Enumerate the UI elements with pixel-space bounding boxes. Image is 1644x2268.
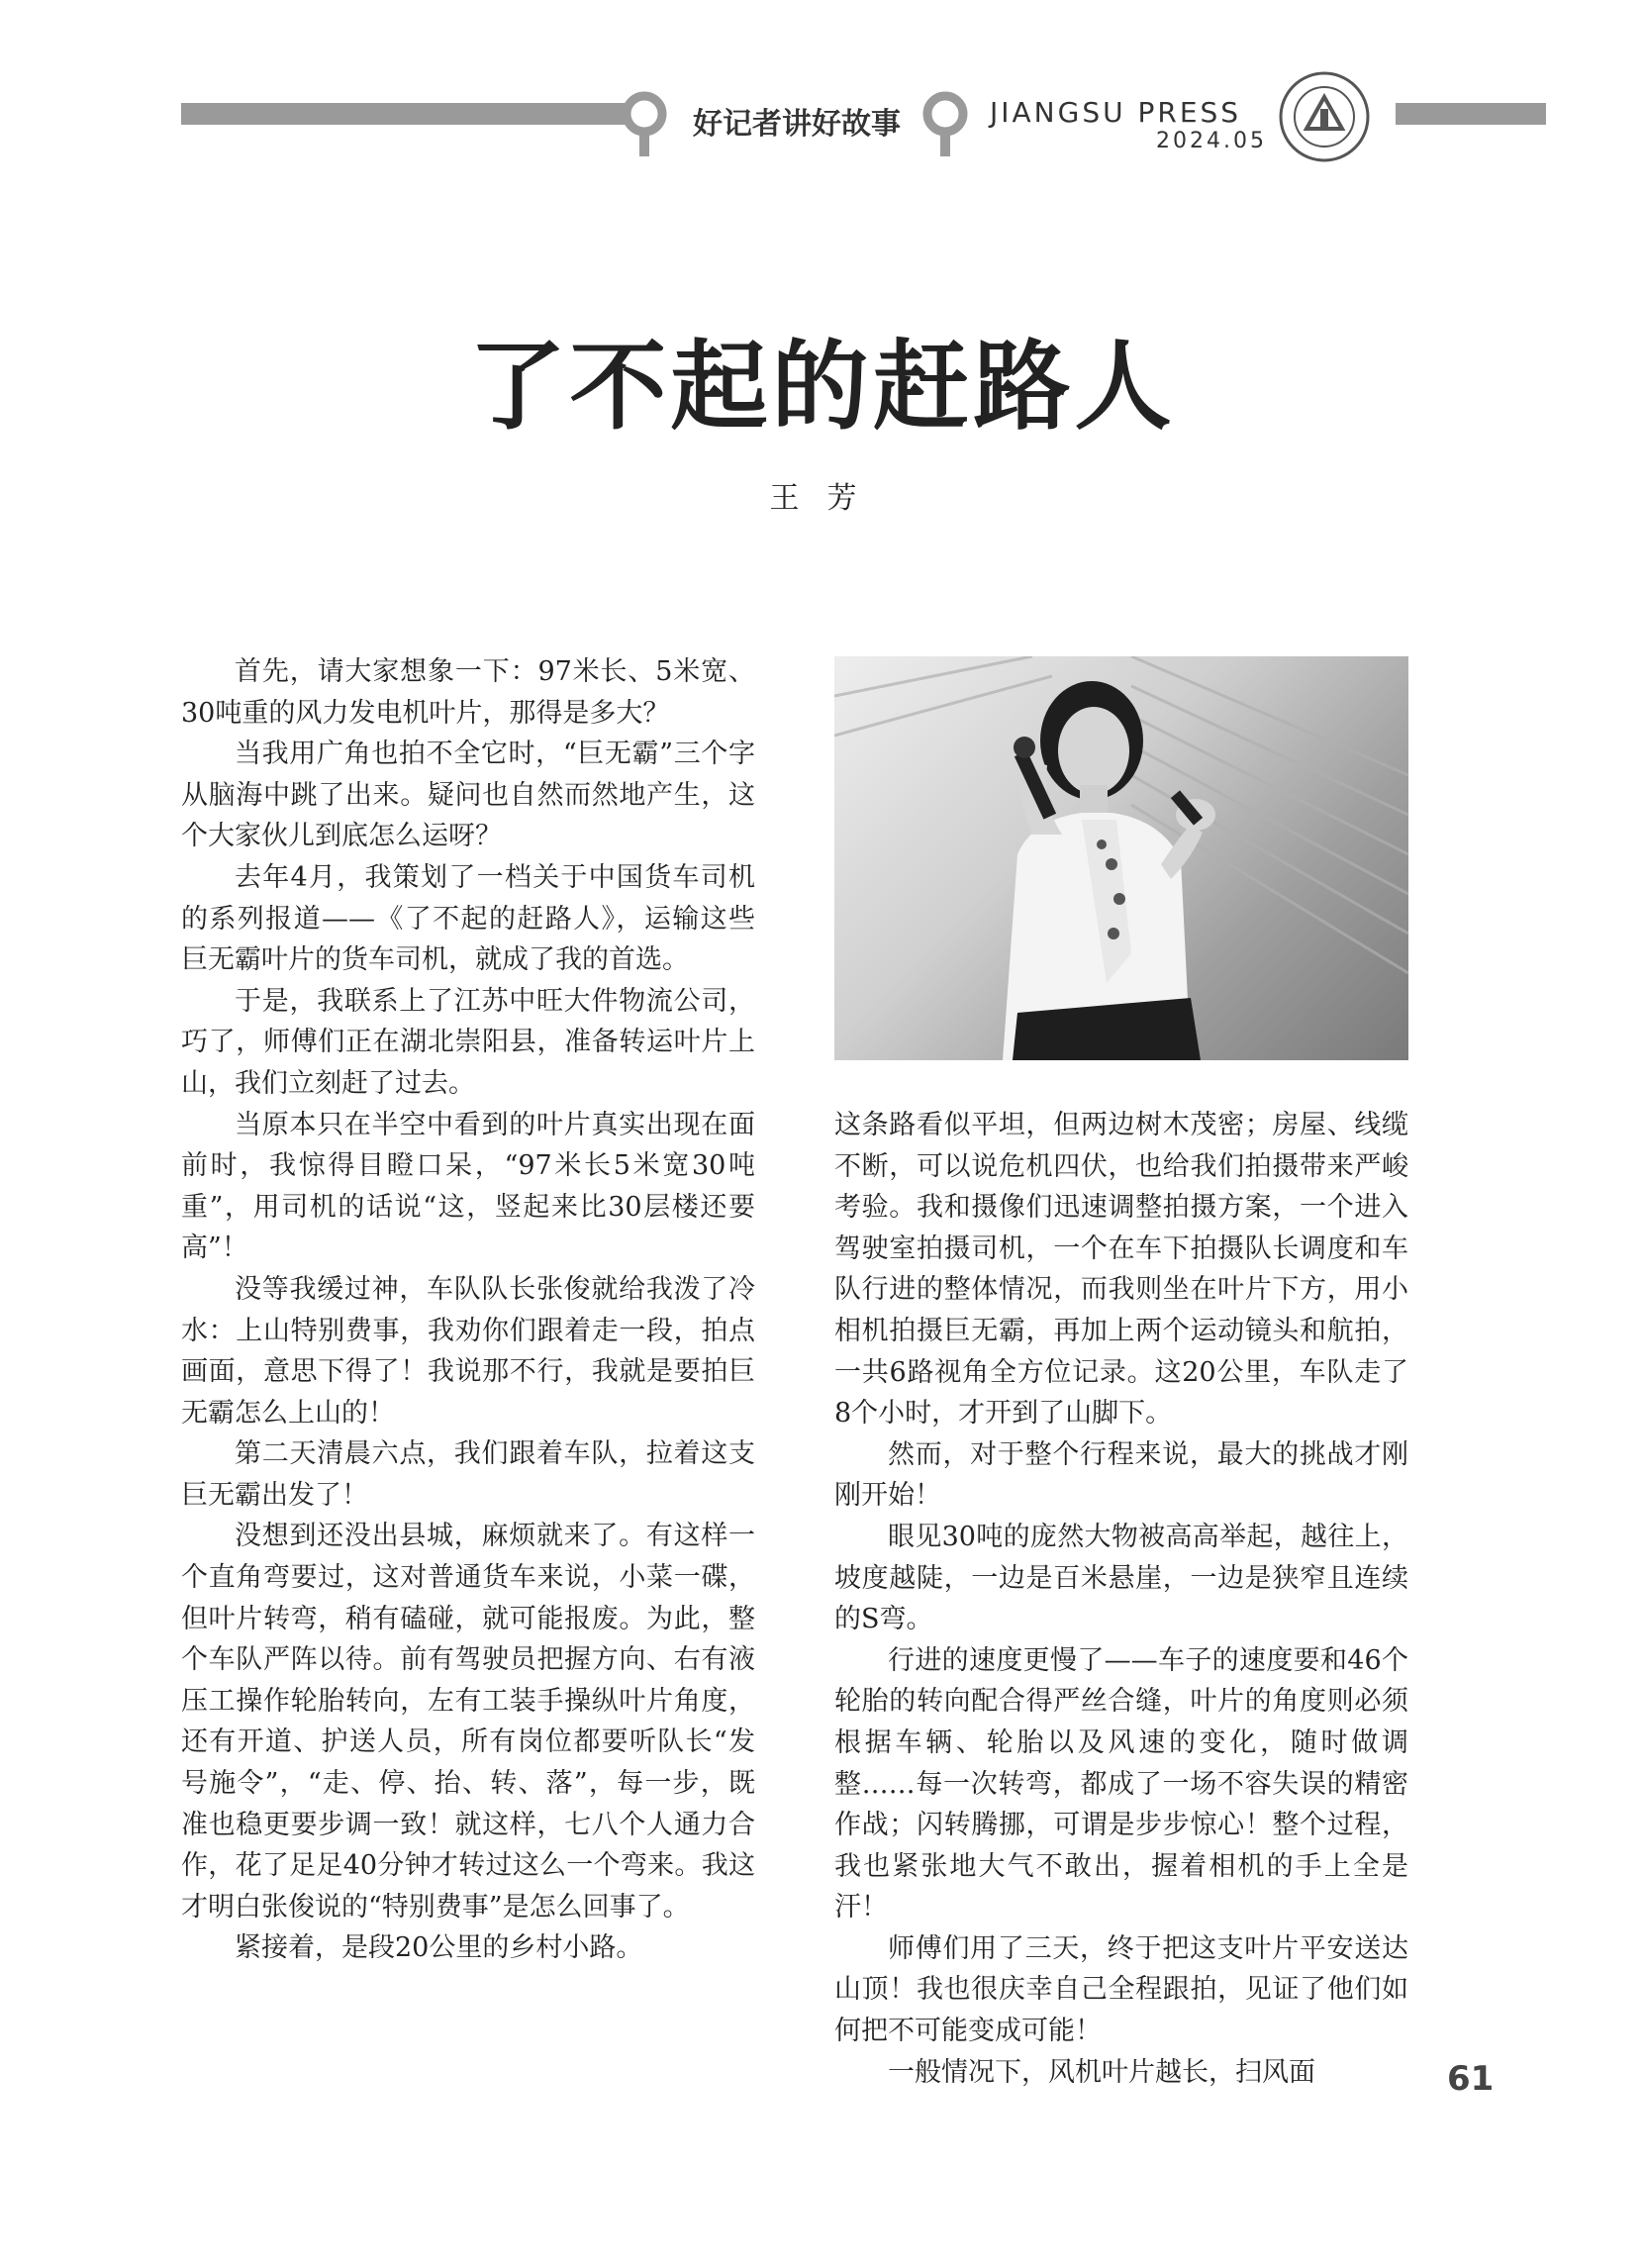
speaker-photo-illustration [834, 656, 1408, 1060]
paragraph: 第二天清晨六点，我们跟着车队，拉着这支巨无霸出发了！ [181, 1438, 755, 1511]
page-number: 61 [1447, 2059, 1495, 2099]
association-seal-icon [1277, 69, 1372, 164]
header-bar-right [1396, 103, 1546, 125]
paragraph: 师傅们用了三天，终于把这支叶片平安送达山顶！我也很庆幸自己全程跟拍，见证了他们如何把不可能变成可能！ [834, 1932, 1408, 2047]
article-title: 了不起的赶路人 [468, 331, 1176, 444]
paragraph: 一般情况下，风机叶片越长，扫风面 [888, 2056, 1315, 2088]
paragraph: 当我用广角也拍不全它时，“巨无霸”三个字从脑海中跳了出来。疑问也自然而然地产生，这个大家伙儿到底怎么运呀？ [181, 739, 755, 852]
paragraph: 这条路看似平坦，但两边树木茂密；房屋、线缆不断，可以说危机四伏，也给我们拍摄带来严峻考验。我和摄像们迅速调整拍摄方案，一个进入驾驶室拍摄司机，一个在车下拍摄队长调度和车队行进的整体情况，而我则坐在叶片下方，用小相机拍摄巨无霸，再加上两个运动镜头和航拍，一共6路视角全方位记录。这20公里，车队走了8个小时，才开到了山脚下。 [834, 1110, 1408, 1430]
left-text-column [181, 651, 755, 1969]
right-text-column [834, 1105, 1408, 2093]
paragraph: 于是，我联系上了江苏中旺大件物流公司，巧了，师傅们正在湖北崇阳县，准备转运叶片上山，我们立刻赶了过去。 [181, 985, 755, 1099]
paragraph: 眼见30吨的庞然大物被高高举起，越往上，坡度越陡，一边是百米悬崖，一边是狭窄且连续的S弯。 [834, 1521, 1408, 1635]
pin-icon [622, 91, 667, 158]
paragraph: 然而，对于整个行程来说，最大的挑战才刚刚开始！ [834, 1438, 1408, 1512]
header-bar-left [181, 103, 629, 125]
paragraph: 行进的速度更慢了——车子的速度要和46个轮胎的转向配合得严丝合缝，叶片的角度则必须根据车辆、轮胎以及风速的变化，随时做调整……每一次转弯，都成了一场不容失误的精密作战；闪转腾挪，可谓是步步惊心！整个过程，我也紧张地大气不敢出，握着相机的手上全是汗！ [834, 1644, 1408, 1923]
paragraph: 当原本只在半空中看到的叶片真实出现在面前时，我惊得目瞪口呆，“97米长5米宽30吨重”，用司机的话说“这，竖起来比30层楼还要高”！ [181, 1109, 755, 1264]
issue-date: 2024.05 [1156, 129, 1267, 153]
section-name: 好记者讲好故事 [693, 107, 901, 142]
paragraph: 紧接着，是段20公里的乡村小路。 [235, 1932, 643, 1964]
publication-name: JIANGSU PRESS [990, 96, 1242, 129]
speaker-photo [834, 656, 1408, 1060]
article-author: 王芳 [769, 481, 885, 516]
paragraph: 没等我缓过神，车队队长张俊就给我泼了冷水：上山特别费事，我劝你们跟着走一段，拍点画面，意思下得了！我说那不行，我就是要拍巨无霸怎么上山的！ [181, 1273, 755, 1429]
pin-icon [922, 91, 968, 158]
paragraph: 去年4月，我策划了一档关于中国货车司机的系列报道——《了不起的赶路人》，运输这些巨无霸叶片的货车司机，就成了我的首选。 [181, 861, 755, 976]
paragraph: 首先，请大家想象一下：97米长、5米宽、30吨重的风力发电机叶片，那得是多大？ [181, 656, 755, 729]
paragraph: 没想到还没出县城，麻烦就来了。有这样一个直角弯要过，这对普通货车来说，小菜一碟，但叶片转弯，稍有磕碰，就可能报废。为此，整个车队严阵以待。前有驾驶员把握方向、右有液压工操作轮胎转向，左有工装手操纵叶片角度，还有开道、护送人员，所有岗位都要听队长“发号施令”，“走、停、抬、转、落”，每一步，既准也稳更要步调一致！就这样，七八个人通力合作，花了足足40分钟才转过这么一个弯来。我这才明白张俊说的“特别费事”是怎么回事了。 [181, 1521, 755, 1923]
